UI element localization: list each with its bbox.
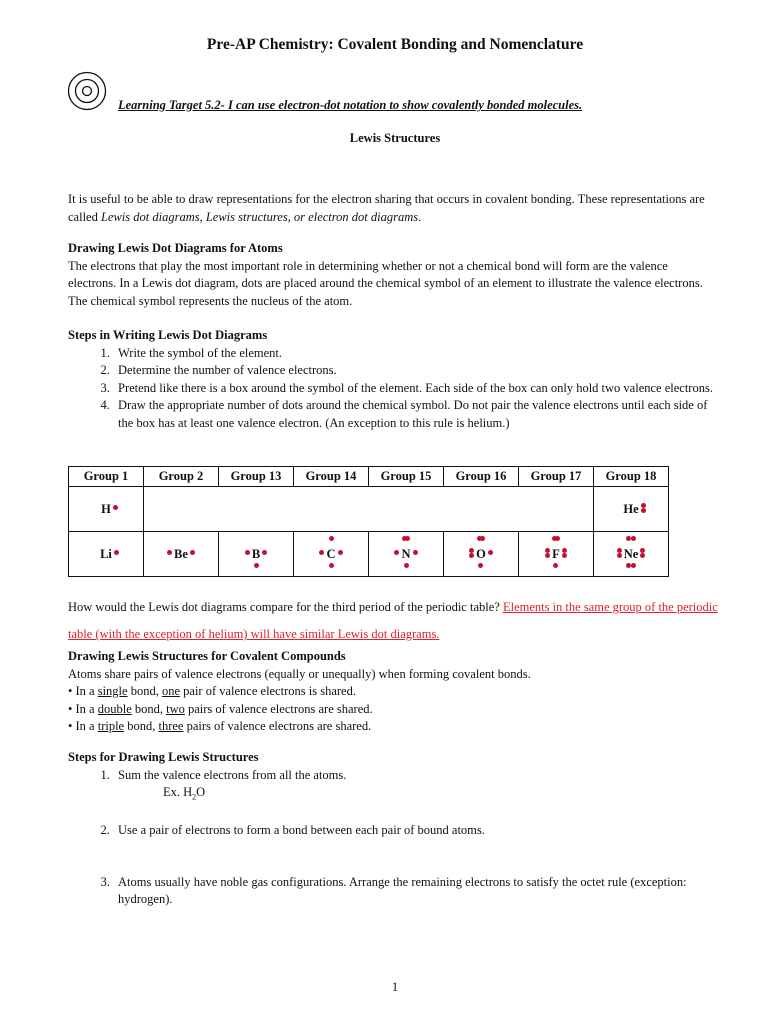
element-symbol: Li (100, 546, 112, 561)
lewis-symbol-n (401, 547, 410, 562)
table-cell (594, 532, 669, 577)
learning-target: Learning Target 5.2- I can use electron-dot notation to show covalently bonded molecules. (118, 98, 583, 112)
page-title: Pre-AP Chemistry: Covalent Bonding and Nomenclature (206, 36, 584, 53)
steps-structure-heading: Steps for Drawing Lewis Structures (68, 750, 259, 764)
valence-electron-dot (329, 563, 334, 568)
example-formula: Ex. $H_2O$ (163, 785, 206, 802)
lewis-dot-table (68, 466, 669, 577)
element-symbol: F (552, 546, 560, 561)
valence-electron-dot (555, 536, 560, 541)
list-item: 4. Draw the appropriate number of dots around the chemical symbol. Do not pair the valence electrons until each side of the box has at least one valence electron. (An exception to this rule is helium.) (113, 397, 718, 432)
valence-electron-dot (329, 536, 334, 541)
table-header: Group 1 (69, 467, 144, 487)
lewis-symbol-he (623, 502, 638, 517)
valence-electron-dot (545, 553, 550, 558)
list-item: 3. Pretend like there is a box around the symbol of the element. Each side of the box can only hold two valence electrons. (113, 380, 718, 398)
table-cell (294, 532, 369, 577)
table-header: Group 14 (294, 467, 369, 487)
element-symbol: O (476, 546, 486, 561)
table-cell (69, 487, 144, 532)
table-header: Group 16 (444, 467, 519, 487)
element-symbol: Ne (623, 546, 639, 561)
table-header: Group 13 (219, 467, 294, 487)
valence-electron-dot (617, 548, 622, 553)
table-header: Group 17 (519, 467, 594, 487)
steps-dot-section (68, 327, 718, 432)
table-cell (69, 532, 144, 577)
steps-structure-list (68, 767, 718, 909)
valence-electron-dot (545, 548, 550, 553)
table-header: Group 15 (369, 467, 444, 487)
valence-electron-dot (254, 563, 259, 568)
valence-electron-dot (562, 548, 567, 553)
question-text: How would the Lewis dot diagrams compare for the third period of the periodic table? (68, 600, 503, 614)
list-item: 1. Sum the valence electrons from all the atoms. Ex. $H_2O$ (113, 767, 718, 807)
table-row (69, 487, 669, 532)
lewis-symbol-o (476, 547, 486, 562)
lewis-symbol-ne (624, 547, 639, 562)
bullet-triple: • In a triple bond, three pairs of valence electrons are shared. (68, 719, 372, 733)
element-symbol: N (401, 546, 411, 561)
table-cell (144, 532, 219, 577)
valence-electron-dot (478, 563, 483, 568)
steps-dot-heading: Steps in Writing Lewis Dot Diagrams (68, 328, 268, 342)
valence-electron-dot (167, 550, 172, 555)
list-item: 3. Atoms usually have noble gas configurations. Arrange the remaining electrons to satisfy the octet rule (exception: hydrogen). (113, 874, 718, 909)
valence-electron-dot (640, 548, 645, 553)
table-header-row (69, 467, 669, 487)
table-cell (519, 532, 594, 577)
element-symbol: C (326, 546, 336, 561)
list-item: 2. Use a pair of electrons to form a bond between each pair of bound atoms. (113, 822, 718, 840)
lewis-symbol-be (174, 547, 188, 562)
steps-dot-list (68, 345, 718, 433)
table-header: Group 2 (144, 467, 219, 487)
steps-structure-section (68, 749, 718, 909)
list-item: 1. Write the symbol of the element. (113, 345, 718, 363)
valence-electron-dot (469, 553, 474, 558)
lewis-symbol-c (326, 547, 335, 562)
valence-electron-dot (394, 550, 399, 555)
valence-electron-dot (562, 553, 567, 558)
lewis-symbol-f (552, 547, 560, 562)
valence-electron-dot (190, 550, 195, 555)
element-symbol: H (101, 501, 111, 516)
compounds-heading: Drawing Lewis Structures for Covalent Compounds (68, 649, 346, 663)
question-paragraph (68, 594, 718, 648)
valence-electron-dot (338, 550, 343, 555)
valence-electron-dot (631, 536, 636, 541)
valence-electron-dot (640, 553, 645, 558)
lewis-symbol-li (100, 547, 112, 562)
element-symbol: He (623, 501, 639, 516)
valence-electron-dot (413, 550, 418, 555)
atoms-body: The electrons that play the most important role in determining whether or not a chemical bond will form are the valence electrons. In a Lewis dot diagram, dots are placed around the chemical symbol of an element to illustrate the valence electrons. The chemical symbol represents the nucleus of the atom. (68, 258, 703, 308)
section-title: Lewis Structures (349, 131, 441, 145)
intro-italic-terms: Lewis dot diagrams, Lewis structures, or electron dot diagrams (100, 209, 419, 224)
list-item: 2. Determine the number of valence electrons. (113, 362, 718, 380)
atoms-heading: Drawing Lewis Dot Diagrams for Atoms (68, 241, 283, 255)
element-symbol: Be (174, 546, 188, 561)
valence-electron-dot (245, 550, 250, 555)
bullet-single: • In a single bond, one pair of valence electrons is shared. (68, 684, 356, 698)
intro-paragraph (68, 191, 718, 226)
bullet-double: • In a double bond, two pairs of valence electrons are shared. (68, 701, 373, 716)
target-icon (67, 71, 107, 111)
element-symbol: B (251, 546, 261, 561)
atoms-section (68, 240, 718, 310)
table-cell (219, 532, 294, 577)
table-header: Group 18 (594, 467, 669, 487)
table-cell (369, 532, 444, 577)
valence-electron-dot (113, 505, 118, 510)
valence-electron-dot (617, 553, 622, 558)
lewis-symbol-b (252, 547, 260, 562)
question-answer: Elements in the same group of the periodic table (with the exception of helium) will have similar Lewis dot diagrams. (68, 600, 718, 641)
table-row (69, 532, 669, 577)
table-cell (444, 532, 519, 577)
valence-electron-dot (488, 550, 493, 555)
valence-electron-dot (469, 548, 474, 553)
lewis-symbol-h (101, 502, 111, 517)
valence-electron-dot (626, 536, 631, 541)
valence-electron-dot (114, 550, 119, 555)
table-cell (594, 487, 669, 532)
valence-electron-dot (641, 508, 646, 513)
compounds-body: Atoms share pairs of valence electrons (equally or unequally) when forming covalent bonds. (68, 666, 531, 681)
valence-electron-dot (319, 550, 324, 555)
valence-electron-dot (641, 503, 646, 508)
compounds-section (68, 648, 718, 736)
valence-electron-dot (262, 550, 267, 555)
page-number: 1 (391, 980, 399, 994)
intro-text: It is useful to be able to draw representations for the electron sharing that occurs in covalent bonding. These representations are called (68, 192, 705, 224)
intro-end: . (418, 209, 422, 224)
valence-electron-dot (480, 536, 485, 541)
valence-electron-dot (553, 563, 558, 568)
valence-electron-dot (626, 563, 631, 568)
table-cell-empty (144, 487, 594, 532)
valence-electron-dot (404, 563, 409, 568)
valence-electron-dot (631, 563, 636, 568)
valence-electron-dot (405, 536, 410, 541)
